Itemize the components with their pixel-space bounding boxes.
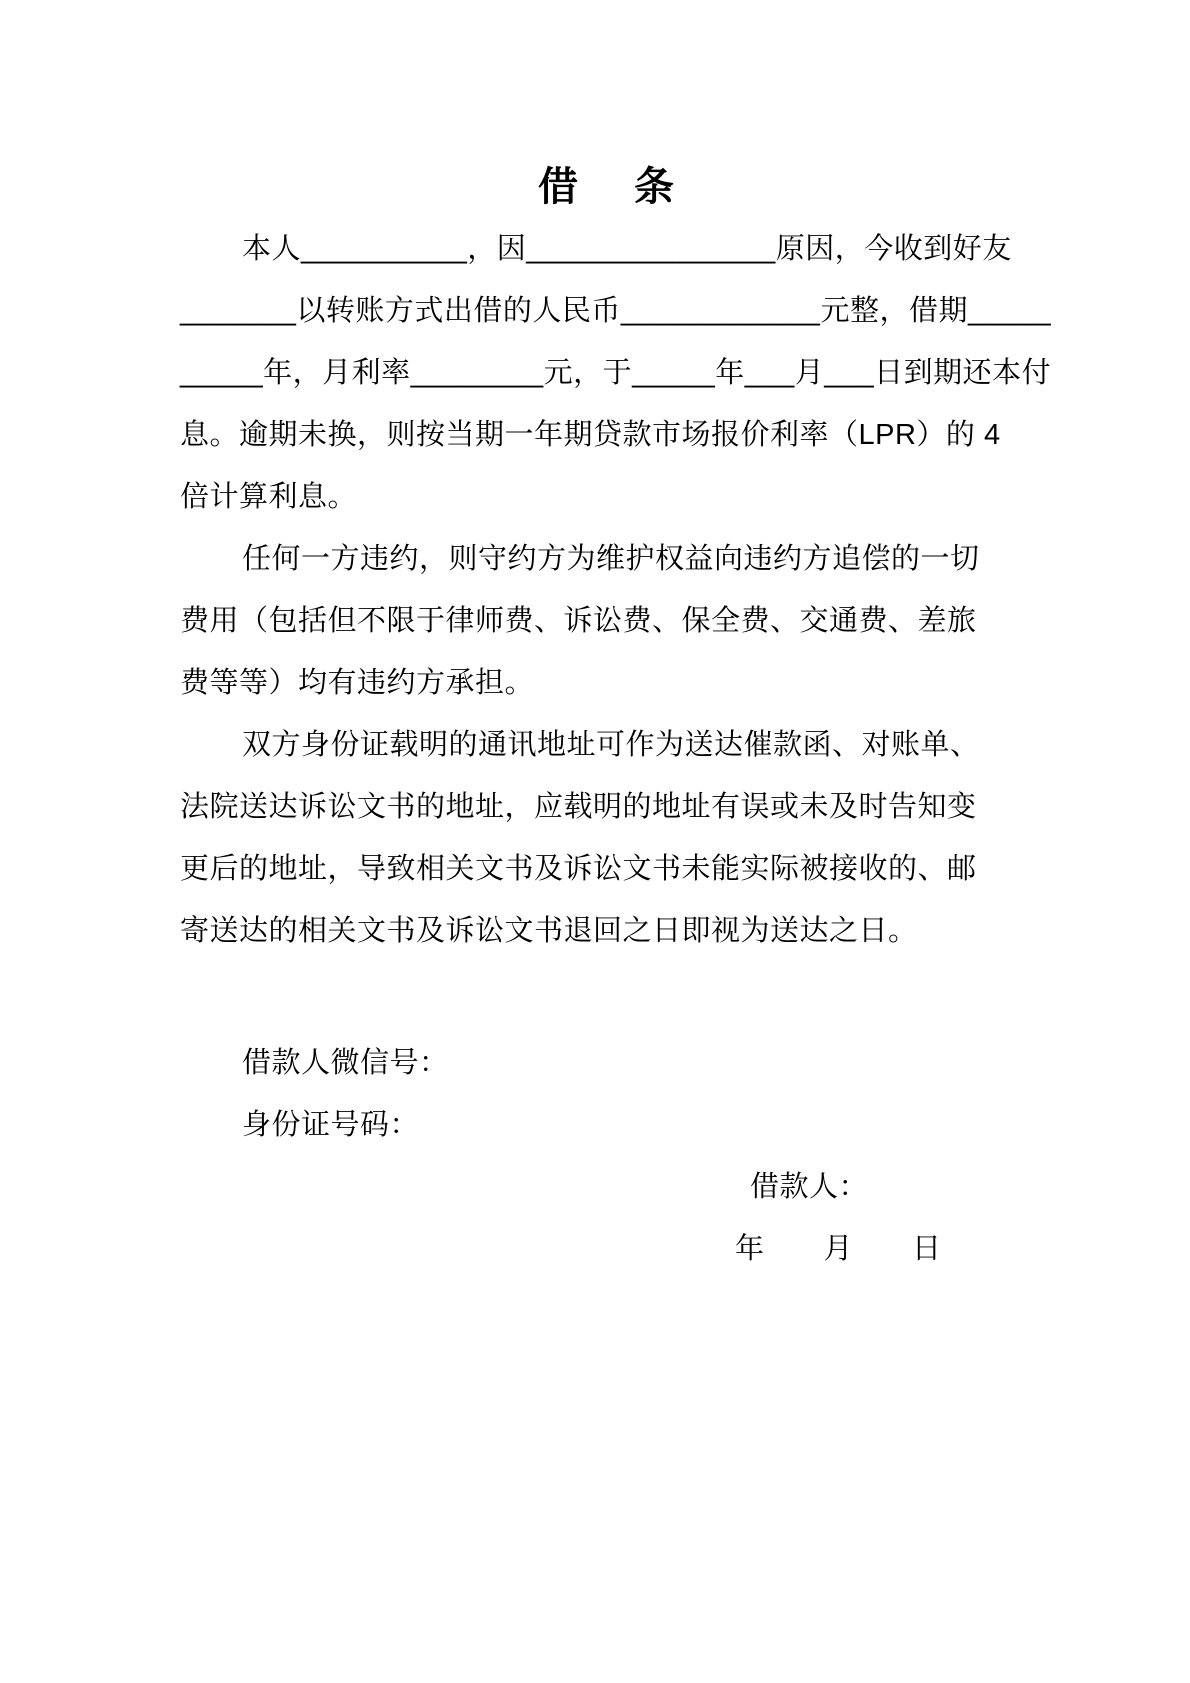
- body-line: 更后的地址，导致相关文书及诉讼文书未能实际被接收的、邮: [180, 853, 977, 885]
- borrower-signature-label: 借款人：: [750, 1171, 869, 1203]
- body-line: 费等等）均有违约方承担。: [180, 667, 535, 699]
- body-line: 法院送达诉讼文书的地址，应载明的地址有误或未及时告知变: [180, 791, 977, 823]
- body-line: _____年，月利率________元，于_____年___月___日到期还本付: [180, 357, 1052, 389]
- body-line: 倍计算利息。: [180, 481, 358, 513]
- body-line: 息。逾期未换，则按当期一年期贷款市场报价利率（LPR）的 4: [180, 419, 1001, 451]
- date-line: 年 月 日: [735, 1233, 942, 1265]
- borrower-id-label: 身份证号码：: [242, 1109, 420, 1141]
- body-line: 本人__________，因_______________原因，今收到好友: [242, 233, 1012, 265]
- document-body: [180, 156, 1052, 1280]
- signature-zone: [735, 1156, 1040, 1280]
- body-line: _______以转账方式出借的人民币____________元整，借期_____: [180, 295, 1052, 327]
- borrower-wechat-label: 借款人微信号：: [242, 1047, 449, 1079]
- body-line: 寄送达的相关文书及诉讼文书退回之日即视为送达之日。: [180, 915, 918, 947]
- body-line: 任何一方违约，则守约方为维护权益向违约方追偿的一切: [242, 543, 980, 575]
- body-line: 双方身份证载明的通讯地址可作为送达催款函、对账单、: [242, 729, 980, 761]
- body-line: 费用（包括但不限于律师费、诉讼费、保全费、交通费、差旅: [180, 605, 977, 637]
- document-title: 借 条: [538, 165, 682, 209]
